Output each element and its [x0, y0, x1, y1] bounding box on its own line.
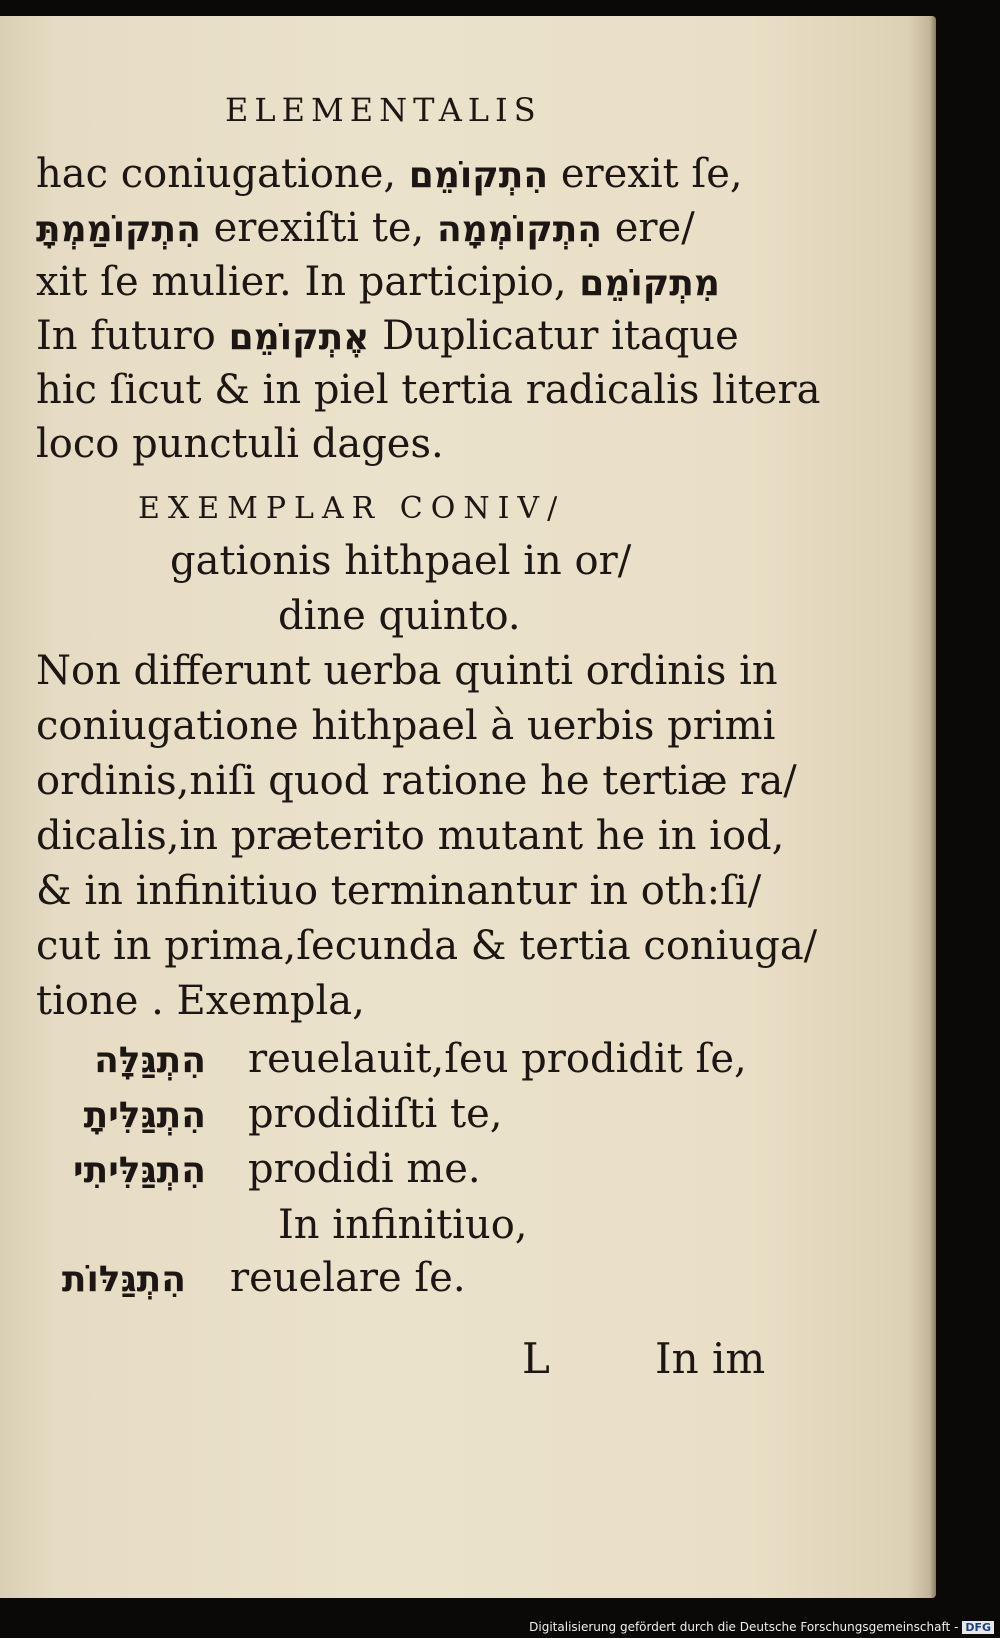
example-gloss: prodidi me. [248, 1146, 481, 1192]
text-line: cut in prima,ſecunda & tertia coniuga/ [36, 923, 818, 969]
hebrew-example: הִתְגַּלּוֹת [61, 1259, 186, 1300]
hebrew-word: אֶתְקוֹמֵם [228, 317, 370, 358]
hebrew-word: הִתְקוֹמֵם [408, 155, 549, 196]
hebrew-example: הִתְגַּלִּיתָ [83, 1095, 206, 1136]
text-line: xit ſe mulier. In participio, מִתְקוֹמֵם [36, 259, 720, 305]
example-gloss: reuelare ſe. [230, 1255, 466, 1301]
book-page [0, 16, 936, 1598]
example-gloss: reuelauit,ſeu prodidit ſe, [248, 1036, 747, 1082]
text-line: coniugatione hithpael à uerbis primi [36, 703, 776, 749]
section-heading: EXEMPLAR CONIV/ [138, 491, 566, 526]
infinitive-heading: In infinitiuo, [278, 1202, 528, 1248]
text-line: Non differunt uerba quinti ordinis in [36, 648, 778, 694]
section-heading-line: gationis hithpael in or/ [170, 538, 632, 584]
example-gloss: prodidiſti te, [248, 1091, 503, 1137]
dfg-logo: DFG [962, 1621, 994, 1634]
text-line: ordinis,niſi quod ratione he tertiæ ra/ [36, 758, 797, 804]
hebrew-word: הִתְקוֹמְמָה [437, 209, 603, 250]
signature-mark: L [522, 1334, 550, 1383]
text-line: & in infinitiuo terminantur in oth:ſi/ [36, 868, 762, 914]
digitization-credit: Digitalisierung gefördert durch die Deutsche Forschungsgemeinschaft - DFG [529, 1620, 994, 1634]
catchword: In im [655, 1334, 766, 1383]
text-line: dicalis,in præterito mutant he in iod, [36, 813, 785, 859]
text-line: tione . Exempla, [36, 978, 365, 1024]
text-line: hic ſicut & in piel tertia radicalis litera [36, 367, 821, 413]
text-line: loco punctuli dages. [36, 421, 444, 467]
running-head: ELEMENTALIS [225, 91, 542, 129]
text-line: הִתְקוֹמַמְתָּ erexiſti te, הִתְקוֹמְמָה ere/ [36, 205, 695, 251]
hebrew-example: הִתְגַּלִּיתִי [73, 1150, 206, 1191]
hebrew-word: מִתְקוֹמֵם [579, 263, 720, 304]
text-line: hac coniugatione, הִתְקוֹמֵם erexit ſe, [36, 151, 743, 197]
hebrew-word: הִתְקוֹמַמְתָּ [36, 209, 201, 250]
text-line: In futuro אֶתְקוֹמֵם Duplicatur itaque [36, 313, 739, 359]
section-heading-line: dine quinto. [278, 593, 521, 639]
hebrew-example: הִתְגַּלָּה [94, 1040, 206, 1081]
